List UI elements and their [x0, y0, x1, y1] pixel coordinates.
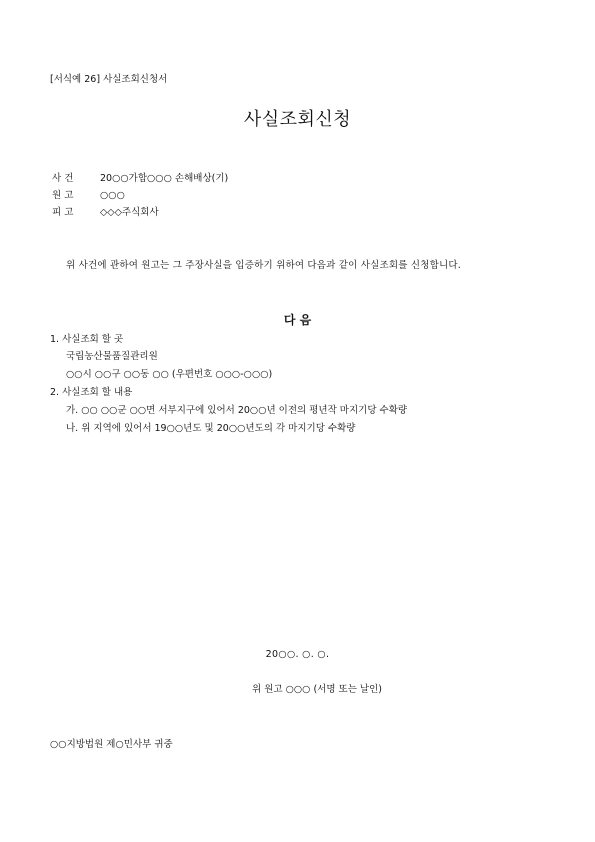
section-2-title: 2. 사실조회 할 내용 [50, 387, 133, 398]
inquiry-item-b: 나. 위 지역에 있어서 19○○년도 및 20○○년도의 각 마지기당 수확량 [66, 423, 356, 434]
document-date: 20○○. ○. ○. [265, 649, 330, 660]
defendant-label: 피 고 [52, 207, 74, 218]
inquiry-target-address: ○○시 ○○구 ○○동 ○○ (우편번호 ○○○-○○○) [66, 369, 273, 380]
document-title: 사실조회신청 [243, 109, 352, 130]
section-heading: 다 음 [283, 313, 312, 327]
case-value: 20○○가합○○○ 손해배상(기) [100, 173, 229, 184]
inquiry-target-name: 국립농산물품질관리원 [66, 351, 158, 362]
plaintiff-value: ○○○ [100, 190, 125, 201]
form-label: [서식예 26] 사실조회신청서 [50, 74, 168, 85]
inquiry-item-a: 가. ○○ ○○군 ○○면 서부지구에 있어서 20○○년 이전의 평년작 마지기당 수확량 [66, 405, 408, 416]
section-1-title: 1. 사실조회 할 곳 [50, 334, 124, 345]
defendant-value: ◇◇◇주식회사 [100, 207, 159, 218]
request-statement: 위 사건에 관하여 원고는 그 주장사실을 입증하기 위하여 다음과 같이 사실조회를 신청합니다. [66, 260, 461, 271]
signature-line: 위 원고 ○○○ (서명 또는 날인) [252, 684, 382, 695]
plaintiff-label: 원 고 [52, 190, 74, 201]
court-addressee: ○○지방법원 제○민사부 귀중 [50, 739, 173, 750]
case-label: 사 건 [52, 173, 74, 184]
